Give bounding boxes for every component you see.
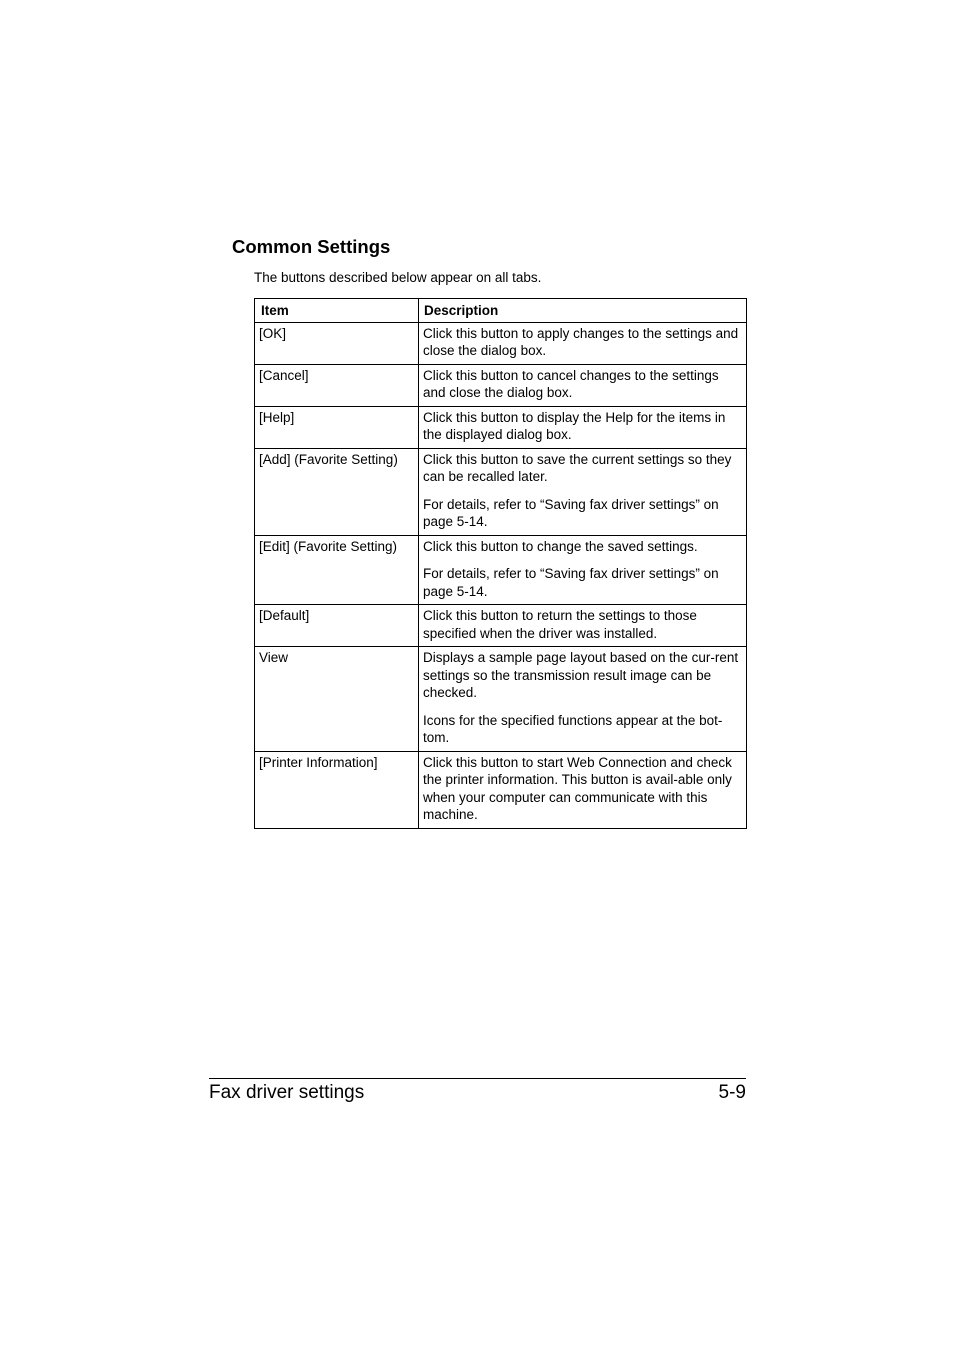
common-settings-table xyxy=(254,298,747,829)
description-paragraph: For details, refer to “Saving fax driver settings” on page 5-14. xyxy=(423,566,719,599)
item-cell: [Printer Information] xyxy=(255,751,419,828)
table-row xyxy=(255,364,747,406)
description-paragraph: For details, refer to “Saving fax driver settings” on page 5-14. xyxy=(423,496,719,529)
description-cell xyxy=(419,751,747,828)
footer-page-number: 5-9 xyxy=(718,1082,746,1103)
description-cell xyxy=(419,322,747,364)
description-paragraph: Click this button to apply changes to the settings and close the dialog box. xyxy=(423,325,739,358)
description-cell xyxy=(419,647,747,752)
table-row xyxy=(255,605,747,647)
item-cell: [Add] (Favorite Setting) xyxy=(255,448,419,535)
intro-text: The buttons described below appear on all tabs. xyxy=(254,270,542,285)
description-column-header: Description xyxy=(419,299,747,323)
table-row xyxy=(255,535,747,605)
table-row xyxy=(255,406,747,448)
item-cell: [Default] xyxy=(255,605,419,647)
item-cell: [OK] xyxy=(255,322,419,364)
item-cell: [Help] xyxy=(255,406,419,448)
description-cell xyxy=(419,364,747,406)
item-cell: View xyxy=(255,647,419,752)
footer-divider xyxy=(209,1078,746,1079)
description-paragraph: Click this button to cancel changes to the settings and close the dialog box. xyxy=(423,367,719,400)
description-paragraph: Click this button to return the settings to those specified when the driver was installed. xyxy=(423,608,697,641)
table-body xyxy=(255,322,747,828)
description-paragraph: Click this button to start Web Connection and check the printer information. This button is avail-able only when your computer can communicate with this machine. xyxy=(423,754,732,822)
item-column-header: Item xyxy=(255,299,419,323)
section-title: Common Settings xyxy=(232,236,391,257)
description-paragraph: Displays a sample page layout based on the cur-rent settings so the transmission result image can be checked. xyxy=(423,650,739,700)
table-header-row xyxy=(255,299,747,323)
table-row xyxy=(255,751,747,828)
item-cell: [Cancel] xyxy=(255,364,419,406)
table-row xyxy=(255,448,747,535)
description-cell xyxy=(419,406,747,448)
description-paragraph: Icons for the specified functions appear at the bot-tom. xyxy=(423,712,723,745)
description-cell xyxy=(419,448,747,535)
description-paragraph: Click this button to change the saved settings. xyxy=(423,538,698,554)
description-paragraph: Click this button to save the current settings so they can be recalled later. xyxy=(423,451,732,484)
item-cell: [Edit] (Favorite Setting) xyxy=(255,535,419,605)
description-paragraph: Click this button to display the Help for the items in the displayed dialog box. xyxy=(423,409,726,442)
description-cell xyxy=(419,535,747,605)
description-cell xyxy=(419,605,747,647)
table-row xyxy=(255,647,747,752)
footer-chapter-title: Fax driver settings xyxy=(209,1082,365,1103)
table-row xyxy=(255,322,747,364)
